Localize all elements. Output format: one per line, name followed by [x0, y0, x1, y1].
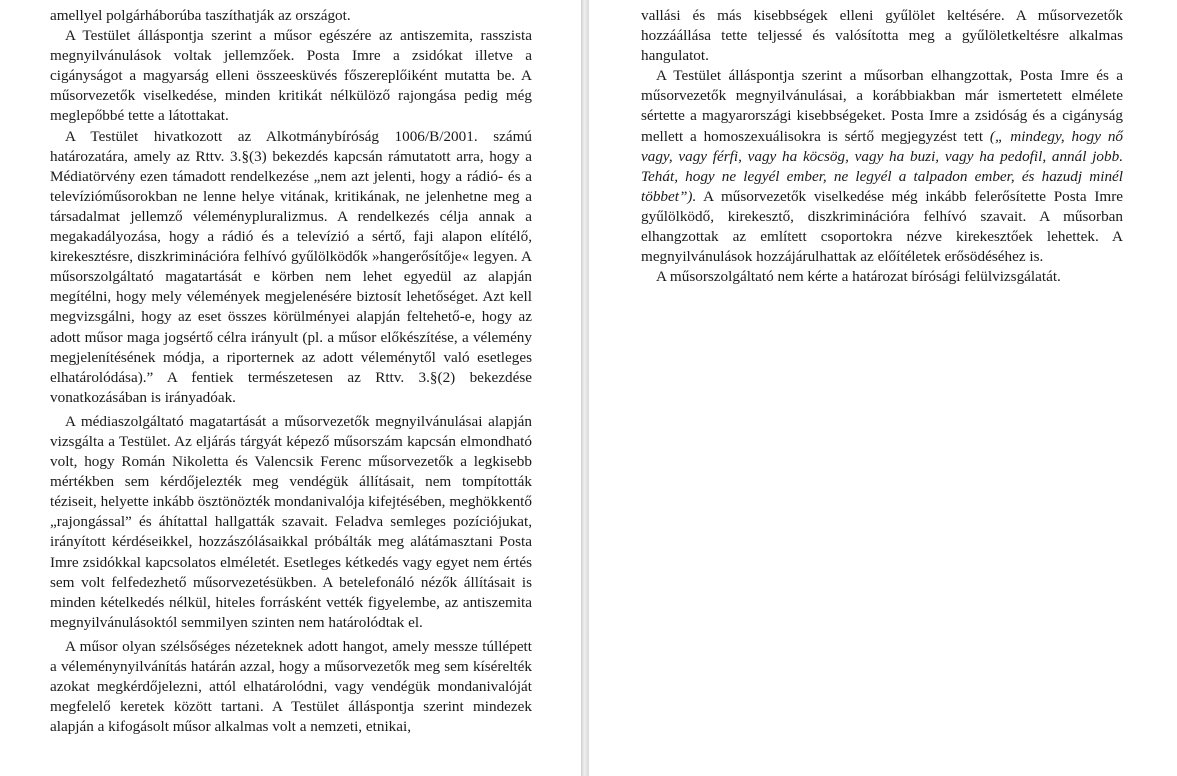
left-page	[0, 0, 581, 776]
paragraph: A médiaszolgáltató magatartását a műsorvezetők megnyilvánulásai alapján vizsgálta a Testület. Az eljárás tárgyát képező műsorszám kapcsán elmondható volt, hogy Román Nikoletta és Valencsik Ferenc műsorvezetők a legkisebb mértékben sem kérdőjelezték meg vendégük állításait, nem tompították téziseit, helyette inkább ösztönözték mondanivalója kifejtésében, meghökkentő „rajongással” és áhítattal hallgatták szavait. Feladva semleges pozíciójukat, irányított kérdéseikkel, hozzászólásaikkal próbálták meg alátámasztani Posta Imre zsidókkal kapcsolatos elméletét. Esetleges kétkedés vagy egyet nem értés sem volt felfedezhető műsorvezetésükben. A betelefonáló nézők állításait is minden kételkedés nélkül, hiteles forrásként vették figyelembe, az antiszemita megnyilvánulásoktól semmilyen szinten nem határolódtak el.	[50, 412, 532, 631]
paragraph: amellyel polgárháborúba taszíthatják az országot.	[50, 7, 351, 24]
paragraph: A Testület hivatkozott az Alkotmánybíróság 1006/B/2001. számú határozatára, amely az Rttv. 3.§(3) bekezdés kapcsán rámutatott arra, hogy a Médiatörvény ezen támadott rendelkezése „nem azt jelenti, hogy a rádió- és a televízióműsorokban ne lenne helye vitának, kritikának, ne jelenhetne meg a társadalmat jellemző véleménypluralizmus. A rendelkezés célja annak a megakadályozása, hogy a rádió és a televízió a sértő, faji alapon elítélő, kirekesztésre, diszkriminációra felhívó gyűlölködők »hangerősítője« legyen. A műsorszolgáltató magatartását e körben nem lehet egyedül az alapján megítélni, hogy mely vélemények megjelenésére biztosít lehetőséget. Azt kell megvizsgálni, hogy az eset összes körülményei alapján feltehető-e, hogy az adott műsor maga jogsértő célra irányult (pl. a műsor előkészítése, a vélemény megjelenítésének módja, a riporternek az adott véleménytől való esetleges elhatárolódása).” A fentiek természetesen az Rttv. 3.§(2) bekezdése vonatkozásában is irányadóak.	[50, 127, 532, 406]
paragraph: A műsor olyan szélsőséges nézeteknek adott hangot, amely messze túllépett a véleménynyilvánítás határán azzal, hogy a műsorvezetők meg sem kísérelték azokat megkérdőjelezni, attól elhatárolódni, vagy vendégük mondanivalóját megfelelő keretek között tartani. A Testület álláspontja szerint mindezek alapján a kifogásolt műsor alkalmas volt a nemzeti, etnikai,	[50, 637, 532, 736]
paragraph-text: A műsorvezetők viselkedése még inkább felerősítette Posta Imre gyűlölködő, kirekesztő, diszkriminációra felhívó szavait. A műsorban elhangzottak az említett csoportokra nézve kirekesztőek lehettek. A megnyilvánulások hozzájárulhattak az előítéletek erősödéséhez is.	[641, 187, 1123, 266]
left-page-text	[50, 6, 532, 737]
right-page-text	[641, 6, 1123, 287]
page-gutter	[581, 0, 589, 776]
paragraph: A Testület álláspontja szerint a műsor egészére az antiszemita, rasszista megnyilvánulások voltak jellemzőek. Posta Imre a zsidókat illetve a cigányságot a magyarság elleni összeesküvés főszereplőiként mutatta be. A műsorvezetők viselkedése, minden kritikát nélkülöző rajongása pedig még meglepőbbé tette a látottakat.	[50, 27, 532, 125]
right-page	[589, 0, 1177, 776]
paragraph	[641, 66, 1123, 267]
paragraph-text: A Testület álláspontja szerint a műsorban elhangzottak, Posta Imre és a műsorvezetők megnyilvánulásai, a korábbiakban már ismertetett elmélete sértette a magyarországi kisebbségeket. Posta Imre a zsidóság és a cigányság mellett a homoszexuálisokra is sértő megjegyzést tett	[641, 67, 1123, 145]
paragraph: A műsorszolgáltató nem kérte a határozat bírósági felülvizsgálatát.	[656, 268, 1061, 286]
quote-text: („ mindegy, hogy nő vagy, vagy férfi, vagy ha köcsög, vagy ha buzi, vagy ha pedofil, annál jobb. Tehát, hogy ne legyél ember, ne legyél a talpadon ember, és hazudj minél többet”).	[641, 127, 1124, 205]
paragraph: vallási és más kisebbségek elleni gyűlölet keltésére. A műsorvezetők hozzáállása tette teljessé és valósította meg a gyűlöletkeltésre alkalmas hangulatot.	[641, 7, 1123, 65]
